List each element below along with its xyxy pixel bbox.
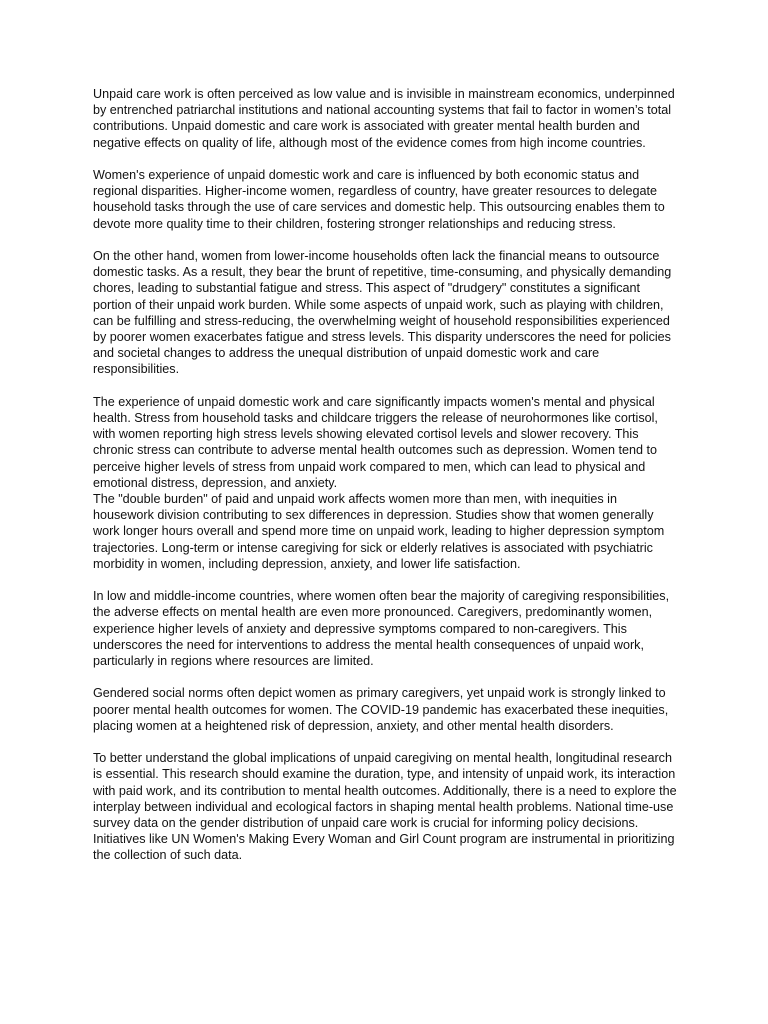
paragraph-lmic: In low and middle-income countries, where women often bear the majority of caregiving responsibilities, the adverse effects on mental health are even more pronounced. Caregivers, predominantly women, experience higher levels of anxiety and depressive symptoms compared to non-caregivers. This underscores the need for interventions to address the mental health consequences of unpaid work, particularly in regions where resources are limited. — [93, 589, 670, 669]
paragraph-lower-income: On the other hand, women from lower-income households often lack the financial means to outsource domestic tasks. As a result, they bear the brunt of repetitive, time-consuming, and physically demanding chores, leading to substantial fatigue and stress. This aspect of "drudgery" constitutes a significant portion of their unpaid work burden. While some aspects of unpaid work, such as playing with children, can be fulfilling and stress-reducing, the overwhelming weight of household responsibilities experienced by poorer women exacerbates fatigue and stress levels. This disparity underscores the need for policies and societal changes to address the unequal distribution of unpaid domestic work and care responsibilities. — [93, 249, 672, 377]
paragraph-unpaid-care-value: Unpaid care work is often perceived as low value and is invisible in mainstream economics, underpinned by entrenched patriarchal institutions and national accounting systems that fail to factor in women’s total contributions. Unpaid domestic and care work is associated with greater mental health burden and negative effects on quality of life, although most of the evidence comes from high income countries. — [93, 87, 675, 150]
paragraph-economic-status: Women's experience of unpaid domestic work and care is influenced by both economic status and regional disparities. Higher-income women, regardless of country, have greater resources to delegate household tasks through the use of care services and domestic help. This outsourcing enables them to devote more quality time to their children, fostering stronger relationships and reducing stress. — [93, 168, 665, 231]
paragraph-double-burden: The "double burden" of paid and unpaid work affects women more than men, with inequities in housework division contributing to sex differences in depression. Studies show that women generally work longer hours overall and spend more time on unpaid work, leading to higher depression symptom trajectories. Long-term or intense caregiving for sick or elderly relatives is associated with psychiatric morbidity in women, including depression, anxiety, and lower life satisfaction. — [93, 492, 665, 571]
paragraph-research-needs: To better understand the global implications of unpaid caregiving on mental health, longitudinal research is essential. This research should examine the duration, type, and intensity of unpaid work, its interaction with paid work, and its contribution to mental health outcomes. Additionally, there is a need to explore the interplay between individual and ecological factors in shaping mental health problems. National time-use survey data on the gender distribution of unpaid care work is crucial for informing policy decisions. Initiatives like UN Women's Making Every Woman and Girl Count program are instrumental in prioritizing the collection of such data. — [93, 751, 677, 863]
document-body — [93, 86, 677, 864]
paragraph-gender-norms: Gendered social norms often depict women as primary caregivers, yet unpaid work is strongly linked to poorer mental health outcomes for women. The COVID-19 pandemic has exacerbated these inequities, placing women at a heightened risk of depression, anxiety, and other mental health disorders. — [93, 686, 669, 733]
paragraph-health-impacts: The experience of unpaid domestic work and care significantly impacts women's mental and physical health. Stress from household tasks and childcare triggers the release of neurohormones like cortisol, with women reporting high stress levels showing elevated cortisol levels and slower recovery. This chronic stress can contribute to adverse mental health outcomes such as depression. Women tend to perceive higher levels of stress from unpaid work compared to men, which can lead to physical and emotional distress, depression, and anxiety. — [93, 394, 658, 490]
